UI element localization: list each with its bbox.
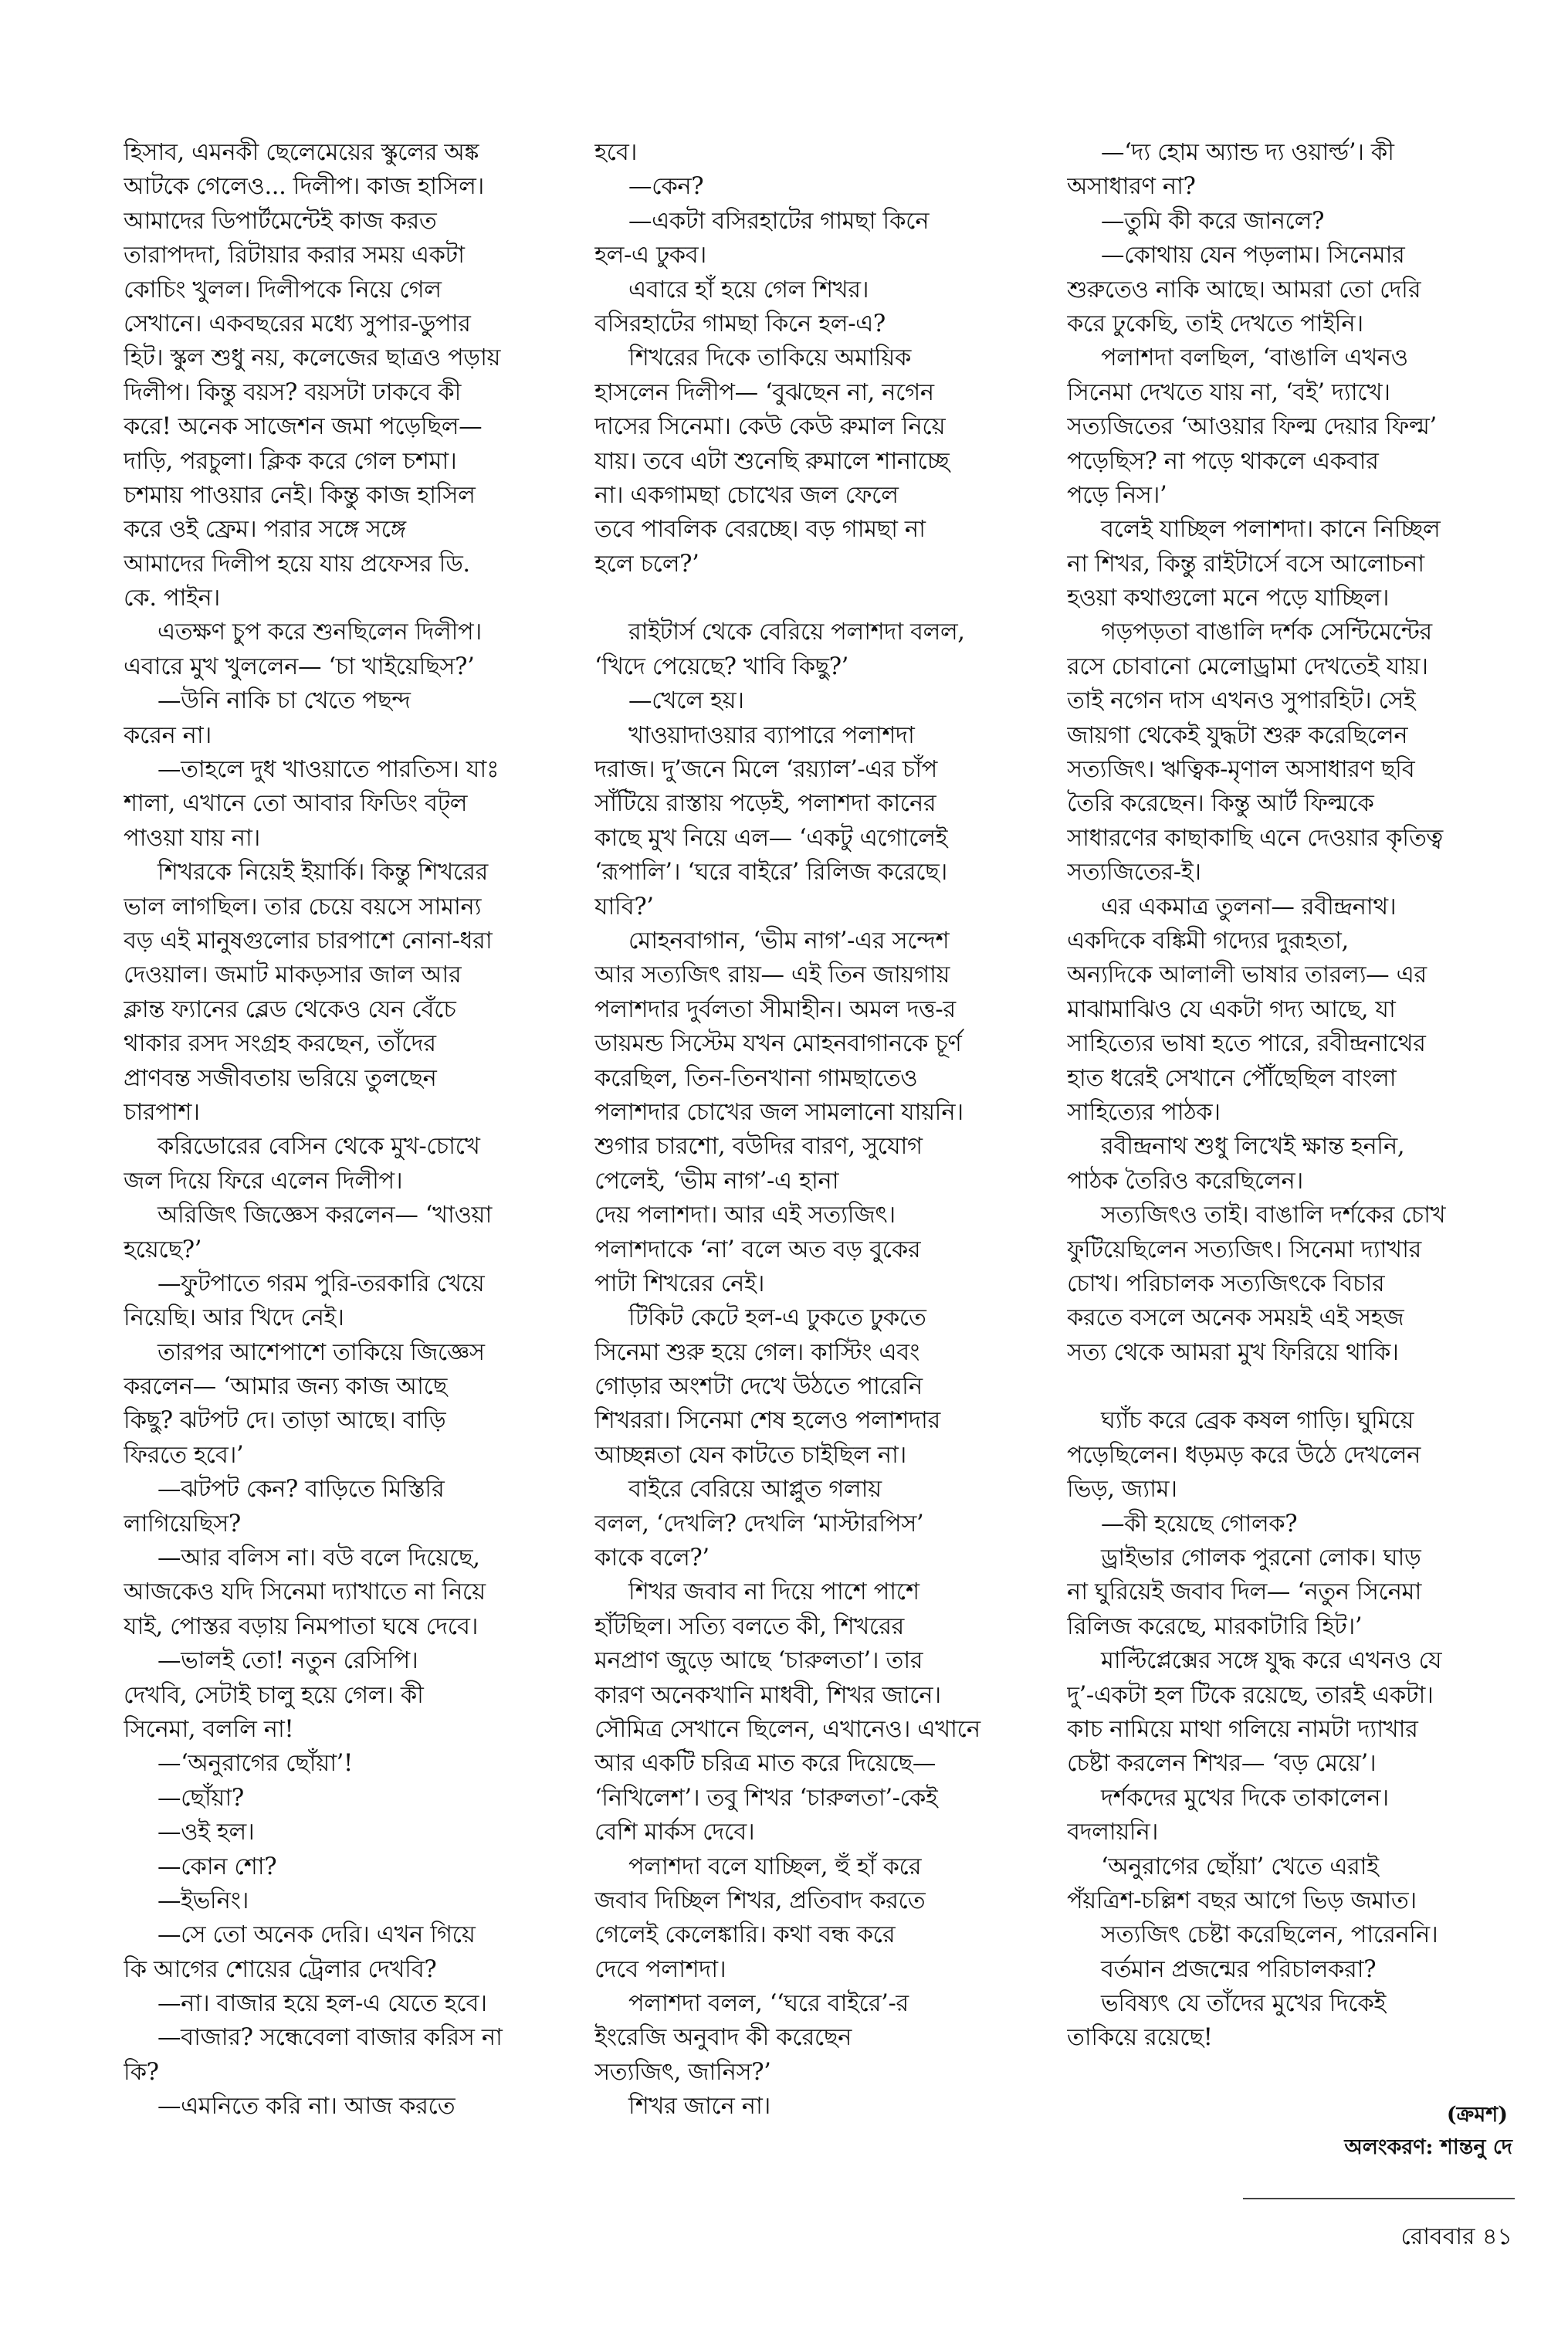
text-line: কাছে মুখ নিয়ে এল— ‘একটু এগোলেই [594, 824, 948, 852]
continued-note: (ক্রমশ) [1446, 2103, 1508, 2127]
text-line: অসাধারণ না? [1067, 173, 1196, 201]
text-line: বসিরহাটের গামছা কিনে হল-এ? [594, 310, 886, 337]
text-line: সিনেমা শুরু হয়ে গেল। কাস্টিং এবং [594, 1338, 919, 1366]
footer-divider [1243, 2198, 1515, 2199]
text-line: পড়েছিলেন। ধড়মড় করে উঠে দেখলেন [1067, 1441, 1421, 1469]
text-line: আর একটি চরিত্র মাত করে দিয়েছে— [594, 1750, 936, 1778]
text-line: থাকার রসদ সংগ্রহ করছেন, তাঁদের [124, 1030, 436, 1058]
text-line: সাঁটিয়ে রাস্তায় পড়েই, পলাশদা কানের [594, 790, 936, 818]
text-line: রবীন্দ্রনাথ শুধু লিখেই ক্ষান্ত হননি, [1101, 1133, 1405, 1161]
text-line: দাসের সিনেমা। কেউ কেউ রুমাল নিয়ে [594, 413, 946, 441]
text-line: তাই নগেন দাস এখনও সুপারহিট। সেই [1067, 687, 1416, 715]
text-line: পড়েছিস? না পড়ে থাকলে একবার [1067, 447, 1379, 475]
text-line: সৌমিত্র সেখানে ছিলেন, এখানেও। এখানে [594, 1715, 980, 1743]
text-line: হিসাব, এমনকী ছেলেমেয়ের স্কুলের অঙ্ক [124, 139, 479, 166]
text-line: পেলেই, ‘ভীম নাগ’-এ হানা [594, 1167, 839, 1195]
text-line: কাচ নামিয়ে মাথা গলিয়ে নামটা দ্যাখার [1067, 1715, 1418, 1743]
section-break [1067, 1370, 1515, 1404]
text-line: শুগার চারশো, বউদির বারণ, সুযোগ [594, 1133, 923, 1161]
text-line: ‘অনুরাগের ছোঁয়া’ খেতে এরাই [1101, 1853, 1379, 1880]
text-line: হল-এ ঢুকব। [594, 242, 706, 270]
text-line: এতক্ষণ চুপ করে শুনছিলেন দিলীপ। [157, 619, 482, 646]
text-line: সিনেমা দেখতে যায় না, ‘বই’ দ্যাখে। [1067, 378, 1390, 406]
text-line: —উনি নাকি চা খেতে পছন্দ [157, 687, 411, 715]
text-line: —বাজার? সন্ধেবেলা বাজার করিস না [157, 2024, 503, 2052]
text-line: দর্শকদের মুখের দিকে তাকালেন। [1101, 1784, 1389, 1812]
text-line: শিখর জানে না। [628, 2093, 770, 2121]
page-folio: রোববার ৪১ [1400, 2223, 1512, 2250]
text-line: —ঝটপট কেন? বাড়িতে মিস্তিরি [157, 1476, 445, 1504]
text-line: পড়ে নিস।’ [1067, 481, 1167, 509]
text-line: ভবিষ্যৎ যে তাঁদের মুখের দিকেই [1101, 1990, 1386, 2018]
text-line: —কী হয়েছে গোলক? [1101, 1510, 1298, 1538]
text-line: সত্যজিতের ‘আওয়ার ফিল্ম দেয়ার ফিল্ম’ [1067, 413, 1437, 441]
text-line: জবাব দিচ্ছিল শিখর, প্রতিবাদ করতে [594, 1887, 926, 1914]
text-line: আচ্ছন্নতা যেন কাটতে চাইছিল না। [594, 1441, 906, 1469]
text-line: পলাশদাকে ‘না’ বলে অত বড় বুকের [594, 1236, 921, 1263]
text-line: সিনেমা, বললি না! [124, 1715, 294, 1743]
text-line: সত্য থেকে আমরা মুখ ফিরিয়ে থাকি। [1067, 1338, 1399, 1366]
text-line: বর্তমান প্রজন্মের পরিচালকরা? [1101, 1955, 1377, 1983]
text-line: হাত ধরেই সেখানে পৌঁছেছিল বাংলা [1067, 1064, 1397, 1092]
text-line: —তুমি কী করে জানলে? [1101, 207, 1325, 235]
text-line: তবে পাবলিক বেরচ্ছে। বড় গামছা না [594, 516, 926, 544]
text-column-2 [594, 136, 1027, 2124]
text-line: অন্যদিকে আলালী ভাষার তারল্য— এর [1067, 961, 1427, 989]
text-line: দেওয়াল। জমাট মাকড়সার জাল আর [124, 961, 462, 989]
text-line: কাকে বলে?’ [594, 1544, 709, 1572]
text-line: না শিখর, কিন্তু রাইটার্সে বসে আলোচনা [1067, 550, 1424, 578]
text-line: তাকিয়ে রয়েছে! [1067, 2024, 1213, 2052]
text-line: হলে চলে?’ [594, 550, 699, 578]
text-line: সত্যজিৎ, জানিস?’ [594, 2058, 771, 2086]
text-line: এবারে মুখ খুললেন— ‘চা খাইয়েছিস?’ [124, 653, 475, 680]
text-line: ড্রাইভার গোলক পুরনো লোক। ঘাড় [1101, 1544, 1421, 1572]
text-line: সাহিত্যের ভাষা হতে পারে, রবীন্দ্রনাথের [1067, 1030, 1426, 1058]
text-line: ক্লান্ত ফ্যানের ব্লেড থেকেও যেন বেঁচে [124, 995, 456, 1023]
text-line: মোহনবাগান, ‘ভীম নাগ’-এর সন্দেশ [628, 927, 950, 954]
text-line: ভাল লাগছিল। তার চেয়ে বয়সে সামান্য [124, 893, 482, 921]
text-line: অরিজিৎ জিজ্ঞেস করলেন— ‘খাওয়া [157, 1202, 492, 1229]
text-line: সত্যজিৎ। ঋত্বিক-মৃণাল অসাধারণ ছবি [1067, 756, 1415, 784]
text-line: করেছিল, তিন-তিনখানা গামছাতেও [594, 1064, 918, 1092]
text-line: যাই, পোস্তর বড়ায় নিমপাতা ঘষে দেবে। [124, 1612, 479, 1640]
text-line: দেবে পলাশদা। [594, 1955, 726, 1983]
text-line: লাগিয়েছিস? [124, 1510, 241, 1538]
text-line: সত্যজিৎ চেষ্টা করেছিলেন, পারেননি। [1101, 1921, 1438, 1949]
text-line: —‘অনুরাগের ছোঁয়া’! [157, 1750, 353, 1778]
section-break [594, 582, 1027, 615]
text-line: রাইটার্স থেকে বেরিয়ে পলাশদা বলল, [628, 619, 965, 646]
text-line: তারপর আশেপাশে তাকিয়ে জিজ্ঞেস [157, 1338, 485, 1366]
text-line: সত্যজিৎও তাই। বাঙালি দর্শকের চোখ [1101, 1202, 1446, 1229]
text-line: দেয় পলাশদা। আর এই সত্যজিৎ। [594, 1202, 896, 1229]
text-line: দেখবি, সেটাই চালু হয়ে গেল। কী [124, 1681, 424, 1709]
text-line: যাবি?’ [594, 893, 654, 921]
text-line: করতে বসলে অনেক সময়ই এই সহজ [1067, 1304, 1404, 1332]
text-line: পলাশদা বলছিল, ‘বাঙালি এখনও [1101, 344, 1408, 372]
text-line: করে! অনেক সাজেশন জমা পড়েছিল— [124, 413, 483, 441]
text-line: বদলায়নি। [1067, 1819, 1158, 1846]
text-line: আর সত্যজিৎ রায়— এই তিন জায়গায় [594, 961, 950, 989]
text-line: কোচিং খুলল। দিলীপকে নিয়ে গেল [124, 276, 442, 303]
text-line: করিডোরের বেসিন থেকে মুখ-চোখে [157, 1133, 480, 1161]
text-line: বলেই যাচ্ছিল পলাশদা। কানে নিচ্ছিল [1101, 516, 1441, 544]
text-line: গেলেই কেলেঙ্কারি। কথা বন্ধ করে [594, 1921, 896, 1949]
text-line: আজকেও যদি সিনেমা দ্যাখাতে না নিয়ে [124, 1578, 486, 1606]
text-line: নিয়েছি। আর খিদে নেই। [124, 1304, 344, 1332]
text-line: দরাজ। দু’জনে মিলে ‘রয়্যাল’-এর চাঁপ [594, 756, 937, 784]
text-line: এবারে হাঁ হয়ে গেল শিখর। [628, 276, 869, 303]
text-line: চারপাশ। [124, 1098, 200, 1126]
text-line: —ফুটপাতে গরম পুরি-তরকারি খেয়ে [157, 1270, 485, 1297]
text-line: বলল, ‘দেখলি? দেখলি ‘মাস্টারপিস’ [594, 1510, 924, 1538]
text-line: তারাপদদা, রিটায়ার করার সময় একটা [124, 242, 465, 270]
text-line: করে ওই ফ্রেম। পরার সঙ্গে সঙ্গে [124, 516, 406, 544]
text-line: কি আগের শোয়ের ট্রেলার দেখবি? [124, 1955, 437, 1983]
text-line: জল দিয়ে ফিরে এলেন দিলীপ। [124, 1167, 403, 1195]
text-line: ফুটিয়েছিলেন সত্যজিৎ। সিনেমা দ্যাখার [1067, 1236, 1421, 1263]
text-line: সাধারণের কাছাকাছি এনে দেওয়ার কৃতিত্ব [1067, 824, 1443, 852]
text-line: —তাহলে দুধ খাওয়াতে পারতিস। যাঃ [157, 756, 500, 784]
text-line: হবে। [594, 139, 637, 166]
text-line: যায়। তবে এটা শুনেছি রুমালে শানাচ্ছে [594, 447, 950, 475]
text-line: জায়গা থেকেই যুদ্ধটা শুরু করেছিলেন [1067, 721, 1408, 749]
text-line: বড় এই মানুষগুলোর চারপাশে নোনা-ধরা [124, 927, 493, 954]
text-line: প্রাণবন্ত সজীবতায় ভরিয়ে তুলছেন [124, 1064, 437, 1092]
text-line: —খেলে হয়। [628, 687, 744, 715]
text-line: হওয়া কথাগুলো মনে পড়ে যাচ্ছিল। [1067, 585, 1390, 612]
text-line: দাড়ি, পরচুলা। ক্লিক করে গেল চশমা। [124, 447, 457, 475]
text-line: ঘ্যাঁচ করে ব্রেক কষল গাড়ি। ঘুমিয়ে [1101, 1407, 1414, 1435]
text-line: পলাশদা বলল, ‘‘ঘরে বাইরে’-র [628, 1990, 909, 2018]
text-line: টিকিট কেটে হল-এ ঢুকতে ঢুকতে [628, 1304, 926, 1332]
text-line: —ওই হল। [157, 1819, 255, 1846]
text-line: সাহিত্যের পাঠক। [1067, 1098, 1221, 1126]
text-line: —কেন? [628, 173, 704, 201]
text-line: ‘খিদে পেয়েছে? খাবি কিছু?’ [594, 653, 848, 680]
text-line: দিলীপ। কিন্তু বয়স? বয়সটা ঢাকবে কী [124, 378, 461, 406]
text-line: আমাদের ডিপার্টমেন্টেই কাজ করত [124, 207, 437, 235]
text-line: তৈরি করেছেন। কিন্তু আর্ট ফিল্মকে [1067, 790, 1374, 818]
text-line: —আর বলিস না। বউ বলে দিয়েছে, [157, 1544, 480, 1572]
text-line: ইংরেজি অনুবাদ কী করেছেন [594, 2024, 852, 2052]
text-line: শিখরের দিকে তাকিয়ে অমায়িক [628, 344, 911, 372]
text-line: চেষ্টা করলেন শিখর— ‘বড় মেয়ে’। [1067, 1750, 1377, 1778]
text-column-3 [1067, 136, 1515, 2056]
text-line: গড়পড়তা বাঙালি দর্শক সেন্টিমেন্টের [1101, 619, 1432, 646]
text-line: আমাদের দিলীপ হয়ে যায় প্রফেসর ডি. [124, 550, 470, 578]
text-line: পাঠক তৈরিও করেছিলেন। [1067, 1167, 1303, 1195]
text-line: চোখ। পরিচালক সত্যজিৎকে বিচার [1067, 1270, 1385, 1297]
text-line: —ছোঁয়া? [157, 1784, 244, 1812]
text-line: শিখরকে নিয়েই ইয়ার্কি। কিন্তু শিখরের [157, 859, 488, 887]
text-line: দু’-একটা হল টিকে রয়েছে, তারই একটা। [1067, 1681, 1434, 1709]
text-line: —কোথায় যেন পড়লাম। সিনেমার [1101, 242, 1405, 270]
text-line: একদিকে বঙ্কিমী গদ্যের দুরূহতা, [1067, 927, 1349, 954]
text-line: রসে চোবানো মেলোড্রামা দেখতেই যায়। [1067, 653, 1428, 680]
text-line: —একটা বসিরহাটের গামছা কিনে [628, 207, 930, 235]
text-line: কে. পাইন। [124, 585, 220, 612]
text-line: মাল্টিপ্লেক্সের সঙ্গে যুদ্ধ করে এখনও যে [1101, 1647, 1442, 1675]
text-line: বেশি মার্কস দেবে। [594, 1819, 755, 1846]
text-line: —সে তো অনেক দেরি। এখন গিয়ে [157, 1921, 476, 1949]
text-column-1 [124, 136, 552, 2124]
text-line: করে ঢুকেছি, তাই দেখতে পাইনি। [1067, 310, 1363, 337]
text-line: শিখর জবাব না দিয়ে পাশে পাশে [628, 1578, 919, 1606]
text-line: —ভালই তো! নতুন রেসিপি। [157, 1647, 418, 1675]
text-line: খাওয়াদাওয়ার ব্যাপারে পলাশদা [628, 721, 915, 749]
text-line: পলাশদা বলে যাচ্ছিল, হুঁ হাঁ করে [628, 1853, 922, 1880]
text-line: করেন না। [124, 721, 212, 749]
text-line: —ইভনিং। [157, 1887, 249, 1914]
text-line: গোড়ার অংশটা দেখে উঠতে পারেনি [594, 1373, 923, 1401]
text-line: কারণ অনেকখানি মাধবী, শিখর জানে। [594, 1681, 941, 1709]
text-line: না ঘুরিয়েই জবাব দিল— ‘নতুন সিনেমা [1067, 1578, 1421, 1606]
text-line: শালা, এখানে তো আবার ফিডিং বট্‌ল [124, 790, 468, 818]
text-line: ভিড়, জ্যাম। [1067, 1476, 1177, 1504]
text-line: পাটা শিখরের নেই। [594, 1270, 764, 1297]
text-line: —না। বাজার হয়ে হল-এ যেতে হবে। [157, 1990, 487, 2018]
text-line: ডায়মন্ড সিস্টেম যখন মোহনবাগানকে চূর্ণ [594, 1030, 962, 1058]
illustration-credit: অলংকরণ: শান্তনু দে [1344, 2135, 1512, 2159]
text-line: ‘নিখিলেশ’। তবু শিখর ‘চারুলতা’-কেই [594, 1784, 938, 1812]
text-line: হয়েছে?’ [124, 1236, 202, 1263]
text-line: না। একগামছা চোখের জল ফেলে [594, 481, 899, 509]
text-line: কি? [124, 2058, 159, 2086]
text-line: করলেন— ‘আমার জন্য কাজ আছে [124, 1373, 447, 1401]
text-line: কিছু? ঝটপট দে। তাড়া আছে। বাড়ি [124, 1407, 446, 1435]
text-line: হাঁটছিল। সত্যি বলতে কী, শিখরের [594, 1612, 904, 1640]
text-line: পলাশদার চোখের জল সামলানো যায়নি। [594, 1098, 963, 1126]
text-line: হিট। স্কুল শুধু নয়, কলেজের ছাত্রও পড়ায় [124, 344, 501, 372]
text-line: মাঝামাঝিও যে একটা গদ্য আছে, যা [1067, 995, 1396, 1023]
text-line: সত্যজিতের-ই। [1067, 859, 1201, 887]
text-line: আটকে গেলেও... দিলীপ। কাজ হাসিল। [124, 173, 484, 201]
text-line: শুরুতেও নাকি আছে। আমরা তো দেরি [1067, 276, 1421, 303]
text-line: শিখররা। সিনেমা শেষ হলেও পলাশদার [594, 1407, 940, 1435]
text-line: পঁয়ত্রিশ-চল্লিশ বছর আগে ভিড় জমাত। [1067, 1887, 1417, 1914]
text-line: মনপ্রাণ জুড়ে আছে ‘চারুলতা’। তার [594, 1647, 923, 1675]
text-line: ফিরতে হবে।’ [124, 1441, 244, 1469]
text-line: —এমনিতে করি না। আজ করতে [157, 2093, 455, 2121]
text-line: ‘রূপালি’। ‘ঘরে বাইরে’ রিলিজ করেছে। [594, 859, 947, 887]
text-line: সেখানে। একবছরের মধ্যে সুপার-ডুপার [124, 310, 471, 337]
text-line: বাইরে বেরিয়ে আপ্লুত গলায় [628, 1476, 882, 1504]
text-line: পাওয়া যায় না। [124, 824, 260, 852]
text-line: রিলিজ করেছে, মারকাটারি হিট।’ [1067, 1612, 1363, 1640]
text-line: এর একমাত্র তুলনা— রবীন্দ্রনাথ। [1101, 893, 1397, 921]
text-line: পলাশদার দুর্বলতা সীমাহীন। অমল দত্ত-র [594, 995, 956, 1023]
text-line: —‘দ্য হোম অ্যান্ড দ্য ওয়ার্ল্ড’। কী [1101, 139, 1394, 166]
text-line: হাসলেন দিলীপ— ‘বুঝছেন না, নগেন [594, 378, 934, 406]
text-line: —কোন শো? [157, 1853, 277, 1880]
text-line: চশমায় পাওয়ার নেই। কিন্তু কাজ হাসিল [124, 481, 476, 509]
